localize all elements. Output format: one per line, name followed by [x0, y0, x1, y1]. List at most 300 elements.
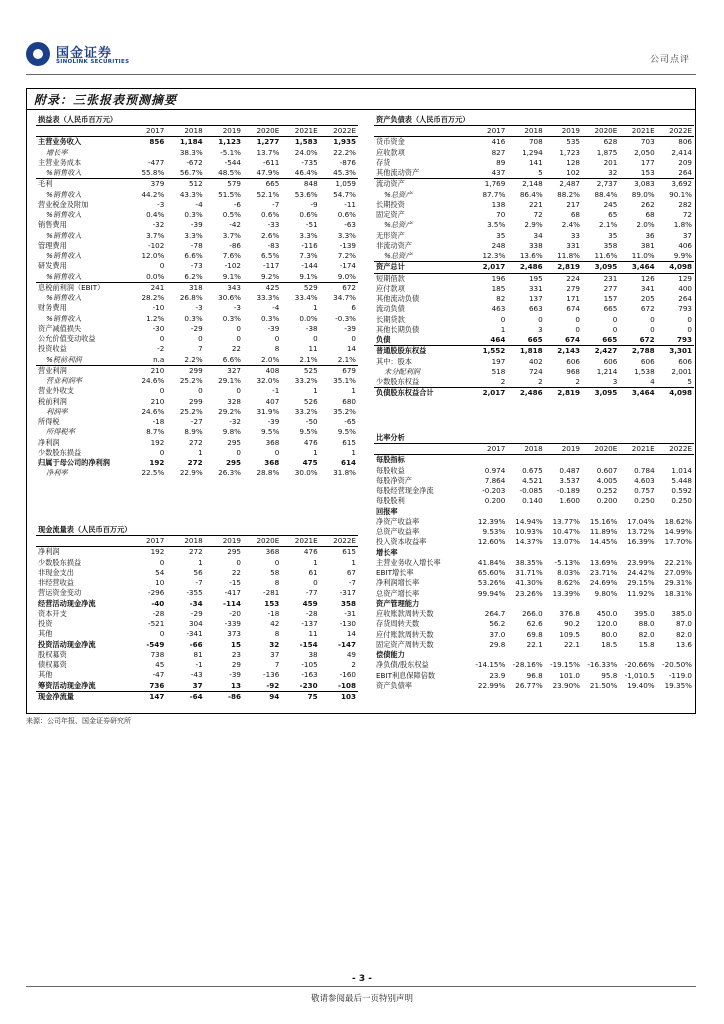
cell-value: 806: [678, 137, 692, 147]
cell-value: -29: [190, 608, 203, 618]
cell-value: 512: [166, 179, 204, 190]
table-row: [374, 210, 694, 220]
cell-value: 0: [612, 324, 618, 334]
cell-value: 3.5%: [487, 220, 506, 230]
table-row: [36, 691, 358, 702]
cell-value: 29.8: [489, 639, 506, 649]
row-label: 营业外收支: [38, 386, 74, 396]
cell-value: -144: [301, 261, 318, 271]
cell-value: -296: [148, 588, 165, 598]
cell-value: 65.60%: [477, 568, 506, 577]
cell-value: -51: [305, 220, 318, 230]
cell-value: -281: [263, 588, 280, 598]
cell-value: 529: [281, 282, 319, 293]
cell-value: 22: [231, 344, 241, 354]
row-label: 少数股东权益: [376, 377, 420, 386]
cell-value: 101.0: [559, 670, 580, 680]
cell-value: 0: [500, 314, 506, 324]
cell-value: -136: [263, 670, 280, 680]
cell-value: -7: [348, 578, 356, 587]
cell-value: 65: [608, 210, 618, 219]
cell-value: 68: [570, 210, 580, 219]
cell-value: -3: [233, 303, 241, 313]
cell-value: -86: [205, 691, 243, 702]
row-label: 利润率: [46, 406, 68, 416]
cell-value: 24.6%: [141, 376, 165, 385]
cell-value: 103: [320, 691, 358, 702]
table-row: [374, 388, 694, 399]
cell-value: 2,788: [619, 346, 656, 357]
table-row: [374, 148, 694, 158]
cell-value: 476: [303, 437, 318, 447]
cell-value: 14: [346, 344, 356, 354]
cell-value: 1,818: [507, 346, 544, 357]
cell-value: [545, 507, 582, 517]
footer-divider: [26, 986, 696, 987]
cell-value: -83: [267, 240, 280, 250]
cell-value: 217: [566, 199, 580, 209]
table-row: [374, 650, 694, 660]
cell-value: 201: [603, 157, 618, 167]
cell-value: 328: [227, 396, 241, 406]
table-row: [374, 568, 694, 578]
cell-value: 52.1%: [256, 189, 280, 199]
cell-value: 358: [340, 598, 356, 608]
row-label: 研发费用: [38, 261, 67, 271]
cell-value: 0: [650, 314, 655, 324]
table-row: [374, 619, 694, 629]
cell-value: -16.33%: [587, 660, 618, 670]
cell-value: 88.4%: [594, 189, 618, 199]
row-label: 货币资金: [376, 137, 405, 147]
row-label: 毛利: [36, 179, 128, 190]
cell-value: 5.448: [671, 475, 692, 485]
cell-value: -0.085: [519, 486, 543, 495]
cell-value: 53.26%: [477, 578, 506, 588]
row-label: 投资活动现金净流: [38, 639, 96, 649]
table-row: [36, 190, 358, 200]
header-blank: [374, 126, 470, 137]
cell-value: 13.7%: [256, 147, 280, 157]
row-label: 非现金支出: [38, 567, 74, 577]
cell-value: 12.0%: [141, 251, 165, 260]
cell-value: 402: [528, 356, 543, 366]
cell-value: 210: [128, 365, 166, 376]
cell-value: 1.014: [671, 465, 692, 475]
table-row: [374, 294, 694, 304]
table-row: [374, 496, 694, 506]
cell-value: [470, 599, 507, 609]
table-row: [374, 578, 694, 588]
cell-value: 282: [678, 199, 692, 209]
cell-value: 416: [491, 137, 506, 147]
table-row: [36, 272, 358, 283]
cell-value: 331: [566, 240, 580, 250]
cell-value: -477: [148, 157, 165, 167]
cell-value: 406: [678, 240, 692, 250]
cell-value: 1: [351, 447, 356, 457]
row-label: 其他流动资产: [376, 168, 420, 177]
cell-value: n.a: [153, 354, 165, 364]
cell-value: 34: [533, 230, 543, 240]
cell-value: [507, 548, 544, 558]
ratios-section-title: 比率分析: [374, 432, 694, 444]
cell-value: 99.94%: [477, 588, 506, 598]
table-row: [36, 344, 358, 354]
table-row: [374, 537, 694, 547]
cell-value: 736: [149, 680, 165, 690]
cell-value: -521: [148, 619, 165, 628]
row-label: 少数股东损益: [38, 557, 82, 567]
cell-value: 25.2%: [179, 376, 203, 385]
cell-value: -102: [148, 240, 165, 250]
cell-value: 137: [528, 294, 543, 303]
cell-value: 0: [650, 324, 655, 334]
table-row: [374, 558, 694, 568]
cell-value: [582, 650, 619, 660]
cell-value: 82.0: [675, 629, 692, 639]
cell-value: 674: [566, 304, 580, 314]
cell-value: 69.8: [526, 629, 543, 639]
row-label: 应收账款周转天数: [376, 609, 434, 618]
cell-value: -40: [151, 598, 165, 608]
table-row: [36, 303, 358, 313]
cell-value: 708: [528, 137, 543, 147]
cell-value: 665: [603, 304, 618, 314]
cell-value: -7: [195, 578, 203, 587]
cell-value: 606: [566, 356, 580, 366]
row-label: 总资产收益率: [376, 527, 420, 536]
cell-value: 3,083: [619, 179, 656, 190]
row-label: %总资产: [384, 220, 413, 230]
cell-value: 22.21%: [664, 557, 692, 567]
cell-value: 464: [490, 335, 506, 344]
cell-value: 299: [166, 365, 204, 376]
cell-value: 171: [566, 294, 580, 303]
row-label: 归属于母公司的净利润: [38, 458, 110, 467]
cell-value: 37.0: [489, 629, 506, 639]
table-row: [374, 335, 694, 346]
cell-value: 0.5%: [222, 210, 241, 219]
cell-value: -317: [339, 588, 356, 598]
row-label: 每股指标: [376, 455, 405, 465]
cell-value: -117: [263, 261, 280, 271]
cell-value: 11.8%: [557, 251, 580, 260]
cell-value: 141: [528, 157, 543, 167]
cell-value: 37: [192, 680, 203, 690]
cell-value: -31: [344, 608, 356, 618]
cell-value: 35.2%: [333, 406, 356, 416]
cell-value: 0: [538, 314, 543, 324]
cell-value: 14.94%: [515, 516, 543, 526]
cell-value: -20.66%: [624, 660, 655, 670]
cell-value: 13.69%: [589, 557, 618, 567]
cell-value: 31.8%: [333, 468, 356, 478]
table-row: [374, 200, 694, 210]
cell-value: 1,538: [634, 366, 655, 376]
year-header-row: [36, 536, 358, 547]
cell-value: [545, 455, 582, 466]
cell-value: 37: [682, 230, 692, 240]
cell-value: 400: [678, 283, 692, 293]
table-row: [36, 578, 358, 588]
balance-sheet-table: [374, 114, 694, 399]
cell-value: 0: [236, 447, 241, 457]
cell-value: 3.3%: [184, 230, 203, 240]
cell-value: -34: [189, 598, 203, 608]
cell-value: 614: [340, 458, 356, 467]
cell-value: 2,819: [545, 388, 582, 399]
cell-value: 42: [270, 619, 280, 628]
cell-value: [545, 650, 582, 660]
cell-value: 1: [313, 303, 318, 313]
cell-value: 8.62%: [557, 578, 580, 588]
table-row: [36, 168, 358, 179]
row-label: 存货: [376, 157, 391, 167]
cell-value: 408: [243, 365, 281, 376]
cell-value: -19.15%: [549, 660, 580, 670]
cell-value: 3: [538, 324, 543, 334]
cell-value: 22.9%: [179, 468, 203, 478]
cell-value: 11.89%: [589, 527, 618, 536]
cell-value: -6: [233, 199, 241, 209]
cell-value: 2.6%: [261, 230, 280, 240]
cell-value: 272: [188, 547, 203, 557]
cell-value: -50: [305, 417, 318, 426]
table-row: [36, 241, 358, 251]
table-row: [36, 619, 358, 629]
document-type: 公司点评: [649, 55, 690, 65]
cell-value: 82.0: [638, 629, 655, 639]
cell-value: 192: [150, 437, 165, 447]
cell-value: 663: [528, 304, 543, 314]
cell-value: 1.2%: [146, 313, 165, 323]
cell-value: 5: [538, 168, 543, 177]
cell-value: 35: [496, 230, 506, 240]
cell-value: 674: [564, 335, 580, 344]
appendix-title: 附录：三张报表预测摘要: [34, 93, 178, 107]
cell-value: [128, 148, 166, 158]
cell-value: 96.8: [526, 670, 543, 680]
cell-value: 0: [236, 323, 241, 333]
cell-value: -417: [224, 588, 241, 598]
cell-value: 0.757: [634, 486, 655, 495]
year-header: 2017: [470, 444, 507, 455]
row-label: 其中：股本: [376, 356, 412, 366]
cell-value: 45.3%: [333, 168, 356, 177]
cell-value: 68: [645, 210, 655, 219]
cell-value: -3: [157, 199, 165, 209]
cell-value: -92: [266, 680, 280, 690]
cell-value: -105: [301, 660, 318, 669]
table-row: [374, 168, 694, 179]
year-header: 2019: [205, 126, 243, 137]
cell-value: -66: [189, 639, 203, 649]
cell-value: 177: [640, 157, 655, 167]
table-row: [36, 386, 358, 396]
year-header: 2018: [507, 444, 544, 455]
cell-value: 0.607: [596, 465, 618, 475]
cell-value: 1: [313, 557, 318, 567]
cell-value: 0: [236, 557, 241, 567]
cell-value: 56.7%: [179, 168, 203, 177]
cell-value: 0: [274, 447, 280, 457]
year-header: 2020E: [582, 126, 619, 137]
cell-value: 2.2%: [184, 354, 203, 364]
cell-value: 0.675: [522, 465, 543, 475]
cell-value: 21.50%: [589, 680, 618, 690]
cell-value: 22.5%: [141, 468, 165, 478]
cell-value: 9.0%: [337, 271, 356, 281]
cell-value: 32: [608, 168, 618, 177]
cell-value: 262: [640, 199, 655, 209]
cell-value: 72: [533, 210, 543, 219]
table-row: [374, 466, 694, 476]
row-label: 净利润: [38, 437, 60, 447]
cell-value: 0.3%: [222, 313, 241, 323]
cell-value: 13.6%: [519, 251, 543, 260]
cell-value: 153: [640, 168, 655, 177]
cell-value: -1,010.5: [624, 670, 655, 680]
cell-value: -341: [186, 629, 203, 639]
cell-value: 37: [270, 649, 280, 659]
cell-value: 0: [159, 334, 165, 343]
row-label: 回报率: [376, 506, 398, 516]
cell-value: 2.1%: [337, 354, 356, 364]
row-label: 应收款项: [376, 147, 405, 157]
cell-value: -672: [186, 157, 203, 167]
cell-value: 0.6%: [299, 210, 318, 219]
cell-value: 58: [270, 567, 280, 577]
cell-value: 2: [538, 377, 543, 386]
cell-value: [657, 455, 694, 466]
cell-value: 27.09%: [664, 568, 692, 577]
cell-value: 26.8%: [179, 293, 203, 302]
cell-value: 381: [640, 240, 655, 250]
cell-value: 44.2%: [141, 189, 165, 199]
row-label: 主营业务成本: [38, 157, 82, 167]
table-row: [36, 397, 358, 407]
cell-value: [470, 455, 507, 466]
cell-value: 2: [575, 377, 580, 386]
cell-value: 90.2: [563, 619, 580, 629]
cell-value: -5.13%: [554, 557, 580, 567]
table-row: [374, 367, 694, 377]
cell-value: 0.3%: [184, 210, 203, 219]
cell-value: [657, 650, 694, 660]
cell-value: 95.8: [601, 670, 618, 680]
table-row: [36, 448, 358, 458]
cell-value: -30: [152, 323, 165, 333]
table-row: [36, 547, 358, 558]
cell-value: 6.2%: [184, 271, 203, 281]
year-header: 2021E: [619, 444, 656, 455]
cell-value: 138: [491, 199, 506, 209]
row-label: 筹资活动现金净流: [38, 680, 96, 690]
cell-value: 72: [682, 210, 692, 219]
cell-value: 3,301: [657, 346, 694, 357]
cell-value: 49: [346, 649, 356, 659]
row-label: 负债股东权益合计: [374, 388, 470, 399]
cell-value: 13.77%: [552, 516, 580, 526]
cell-value: -876: [339, 157, 356, 167]
cell-value: 1,552: [470, 346, 507, 357]
cell-value: -43: [190, 670, 203, 680]
cell-value: 8.03%: [557, 568, 580, 577]
cell-value: 6: [351, 303, 356, 313]
cash-flow-table: [36, 524, 358, 702]
table-row: [36, 200, 358, 210]
cell-value: -39: [344, 323, 356, 333]
year-header: 2021E: [281, 536, 319, 547]
cell-value: [619, 599, 656, 609]
cell-value: 606: [603, 356, 618, 366]
row-label: 非经营收益: [38, 578, 74, 587]
cell-value: -611: [263, 157, 280, 167]
row-label: %总资产: [384, 251, 413, 260]
cell-value: 437: [491, 168, 506, 177]
cell-value: 26.77%: [515, 680, 543, 690]
cell-value: 4: [650, 377, 655, 386]
row-label: 每股股利: [376, 496, 405, 506]
cell-value: 0: [236, 334, 241, 343]
cell-value: 0.0%: [146, 271, 165, 281]
cell-value: 0.3%: [261, 313, 280, 323]
cell-value: 264: [678, 294, 692, 303]
row-label: 增长率: [376, 547, 398, 557]
cell-value: 6.6%: [222, 354, 241, 364]
cell-value: 2.1%: [299, 354, 318, 364]
cell-value: 17.04%: [627, 516, 655, 526]
row-label: %销售收入: [46, 210, 82, 219]
cell-value: 3.3%: [337, 230, 356, 240]
cell-value: 1,294: [522, 147, 543, 157]
cell-value: -5.1%: [220, 147, 241, 157]
year-header: 2020E: [582, 444, 619, 455]
cell-value: 0: [159, 261, 165, 271]
cell-value: [470, 507, 507, 517]
cell-value: 29.2%: [218, 406, 241, 416]
cell-value: 128: [566, 157, 580, 167]
cell-value: -77: [305, 588, 318, 598]
row-label: 长期投资: [376, 199, 405, 209]
table-row: [36, 324, 358, 334]
cell-value: 3,095: [582, 262, 619, 273]
cell-value: 15.8: [638, 639, 655, 649]
cell-value: 1: [198, 557, 203, 567]
cell-value: 672: [640, 304, 655, 314]
table-row: [36, 148, 358, 158]
cell-value: [582, 548, 619, 558]
cell-value: 6.5%: [261, 251, 280, 260]
cell-value: -11: [344, 199, 356, 209]
row-label: 总资产增长率: [376, 588, 420, 598]
cell-value: 210: [150, 396, 165, 406]
table-row: [36, 137, 358, 148]
cell-value: 264: [678, 168, 692, 177]
header-blank: [36, 126, 128, 137]
cell-value: 272: [187, 458, 203, 467]
cell-value: 48.5%: [218, 168, 241, 177]
row-label: 资产管理能力: [376, 598, 420, 608]
cell-value: 35.1%: [333, 376, 356, 385]
cell-value: 606: [678, 356, 692, 366]
row-label: 普通股股东权益: [374, 346, 470, 357]
cell-value: 245: [603, 199, 618, 209]
cell-value: 475: [302, 458, 318, 467]
cell-value: 38.35%: [515, 557, 543, 567]
table-row: [374, 284, 694, 294]
